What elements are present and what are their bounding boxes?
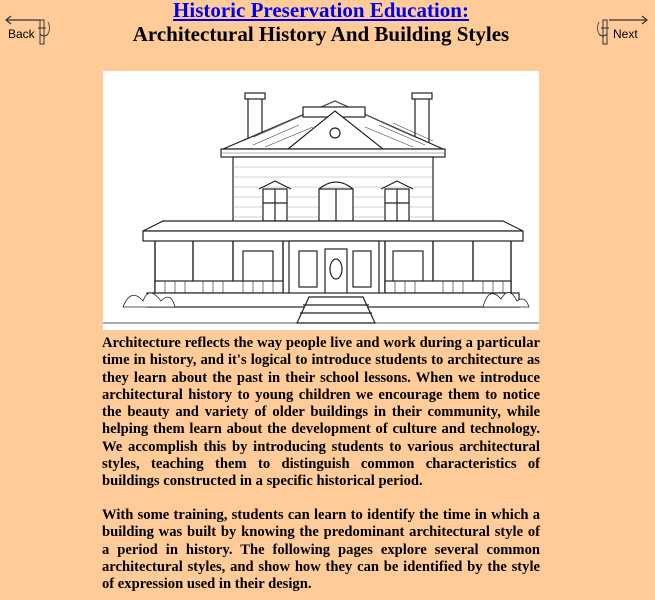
section-title-link[interactable]: Historic Preservation Education: (173, 0, 469, 22)
styles-paragraph: With some training, students can learn to identify the time in which a building was built by knowing the predominant architectural style of a period in history. The following pages explore several common architectural styles, and show how they can be identified by the style of expression used in their design. (102, 507, 540, 593)
next-label: Next (613, 27, 638, 41)
page-title: Architectural History And Building Styles (132, 22, 510, 46)
intro-paragraph: Architecture reflects the way people live and work during a particular time in history, and it's logical to introduce students to architecture as they learn about the past in their school lessons. When we introduce architectural history to young children we encourage them to notice the beauty and variety of older buildings in their community, while helping them learn about the development of culture and technology. We accomplish this by introducing students to various architectural styles, teaching them to distinguish common characteristics of buildings constructed in a specific historical period. (102, 335, 540, 490)
house-illustration (103, 71, 539, 330)
victorian-house-icon (103, 71, 539, 330)
back-label: Back (8, 27, 35, 41)
